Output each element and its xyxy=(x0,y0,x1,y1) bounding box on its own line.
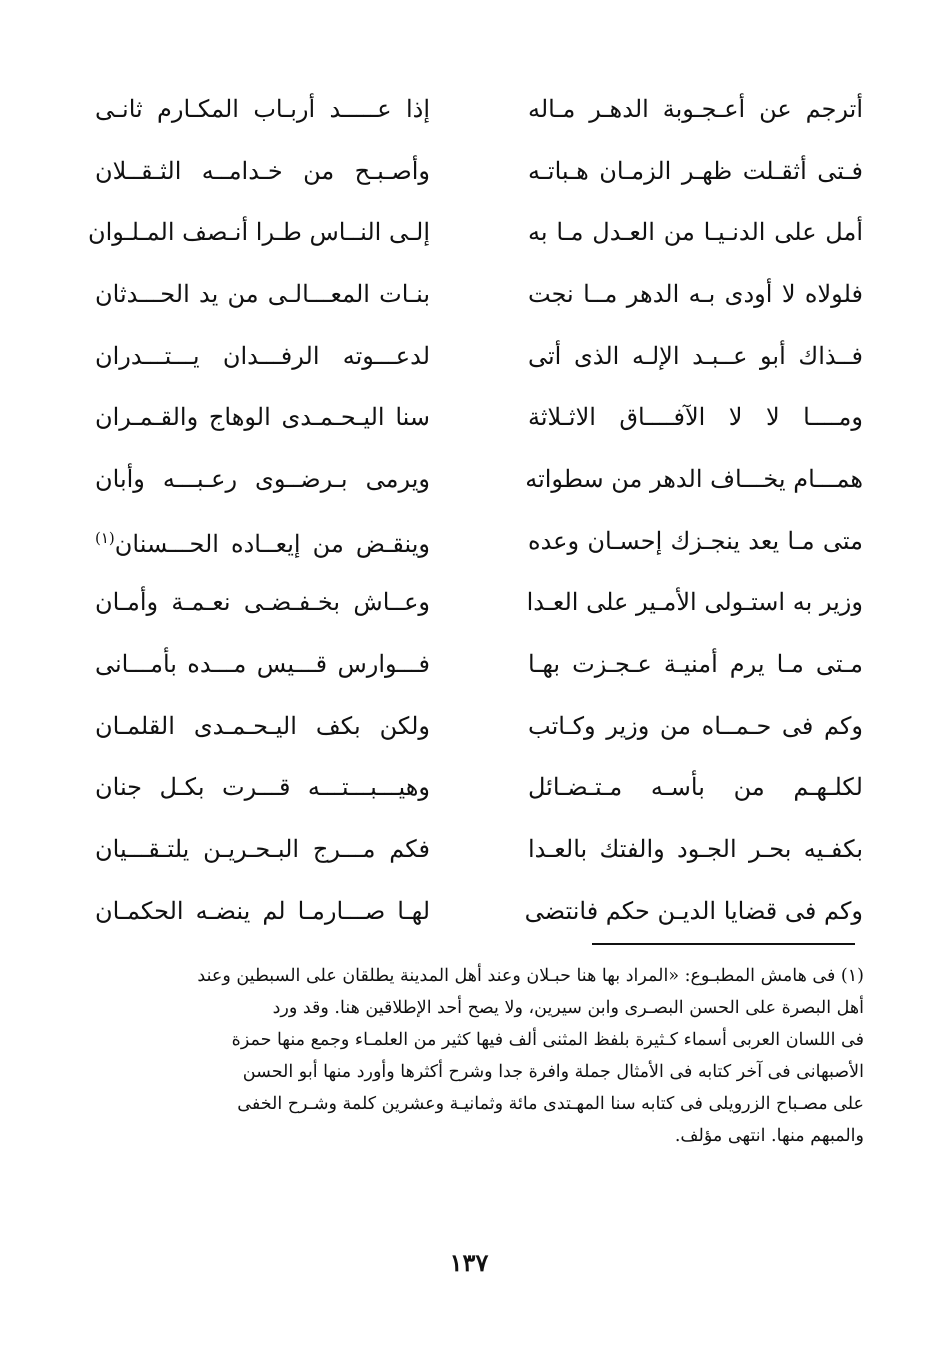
verse-first-hemistich: أترجم عن أعـجـوبة الدهـر مـاله xyxy=(528,94,863,123)
verse-second-hemistich: ولكن بكف اليـحـمـدى القلمـان xyxy=(95,711,430,740)
verse xyxy=(95,140,863,202)
footnote xyxy=(108,960,864,1152)
verse xyxy=(95,695,863,757)
verse xyxy=(95,757,863,819)
verse-first-hemistich: أمل على الدنـيـا من العـدل مـا به xyxy=(528,218,863,247)
footnote-line: فى اللسان العربى أسماء كـثيرة بلفظ المثنى ألف فيها كثير من العلمـاء وجمع منها حمزة xyxy=(231,1030,864,1050)
verse xyxy=(95,325,863,387)
verse xyxy=(95,880,863,942)
verse-first-hemistich: فـتى أثقـلت ظهـر الزمـان هـباتـه xyxy=(528,156,863,185)
footnote-line: والمبهم منها. انتهى مؤلف. xyxy=(674,1126,864,1146)
verse-first-hemistich: متى مـا يعد ينجـزك إحسـان وعده xyxy=(528,526,863,555)
verse-second-hemistich: وعــاش بخـفـضـى نعـمـة وأمـان xyxy=(95,588,430,617)
verse-first-hemistich: لكلـهـم من بأسـه مـتـضـائل xyxy=(528,773,863,802)
verse-first-hemistich: بكفـيه بحـر الجـود والفتك بالعـدا xyxy=(528,835,863,864)
verse-first-hemistich: ومــــا لا لا الآفــــاق الاثـلاثة xyxy=(528,403,863,432)
verse-second-hemistich: بنـات المعـــالـى من يد الحـــدثان xyxy=(95,279,430,308)
verse-second-hemistich: فـــوارس قـــيس مـــده بأمـــانى xyxy=(95,650,430,679)
verse-second-hemistich xyxy=(95,523,430,559)
footnote-line: أهل البصرة على الحسن البصـرى وابن سيرين، ولا يصح أحد الإطلاقين هنا. وقد ورد xyxy=(272,998,864,1018)
verse-second-hemistich: ويرمى بـرضــوى رعـبـــه وأبان xyxy=(95,464,430,493)
poem xyxy=(87,78,863,942)
verse-first-hemistich: وكم فى حـمــاه من وزير وكـاتب xyxy=(528,711,863,740)
verse xyxy=(95,386,863,448)
verse-second-hemistich: سنا اليـحـمـدى الوهاج والقـمـران xyxy=(95,403,430,432)
verse xyxy=(95,818,863,880)
verse-second-hemistich: وأصـبـح من خـدامــه الثـقــلان xyxy=(95,156,430,185)
verse-second-hemistich-text: وينقـض من إيعــاده الحـــسنان xyxy=(114,529,430,558)
verse-first-hemistich: مـتى مـا يرم أمنيـة عـجـزت بهـا xyxy=(528,650,863,679)
verse xyxy=(95,263,863,325)
verse-second-hemistich: فكم مـــرج البـحـريـن يلتـقـــيان xyxy=(95,835,430,864)
verse-second-hemistich: إلـى النــاس طـرا أنـصف المـلـوان xyxy=(87,218,430,247)
verse-first-hemistich: همـــام يخـــاف الدهر من سطواته xyxy=(525,464,863,493)
footnote-line: الأصبهانى فى آخر كتابه فى الأمثال جملة وافرة جدا وشرح أكثرها وأورد منها أبو الحسن xyxy=(242,1062,864,1082)
page-number: ١٣٧ xyxy=(449,1248,489,1277)
footnote-marker[interactable]: (١) xyxy=(95,528,115,547)
verse xyxy=(95,78,863,140)
verse-second-hemistich: إذا عـــــد أربـاب المكـارم ثانـى xyxy=(95,94,430,123)
verse xyxy=(95,448,863,510)
footnote-line: على مصـباح الزرويلى فى كتابه سنا المهـتدى مائة وثمانيـة وعشرين كلمة وشـرح الخفى xyxy=(237,1094,864,1114)
verse-second-hemistich: لهـا صـــارمـا لم ينضـه الحكمـان xyxy=(95,896,430,925)
footnote-divider xyxy=(592,943,855,945)
verse-first-hemistich: فلولاه لا أودى بـه الدهر مــا نجت xyxy=(528,279,863,308)
verse-second-hemistich: وهيـــبـــتـــه قـــرت بكـل جنان xyxy=(95,773,430,802)
verse-first-hemistich: فــذاك أبو عــبـد الإلـه الذى أتى xyxy=(528,341,863,370)
verse xyxy=(95,510,863,572)
footnote-line: (١) فى هامش المطبـوع: «المراد بها هنا حبـلان وعند أهل المدينة يطلقان على السبطين وعند xyxy=(197,966,864,986)
verse xyxy=(95,633,863,695)
verse-first-hemistich: وكم فى قضايا الديـن حكم فانتضى xyxy=(524,896,863,925)
verse xyxy=(87,201,863,263)
verse-first-hemistich: وزير به استـولى الأمـير على العـدا xyxy=(526,588,863,617)
verse-second-hemistich: لدعـــوته الرفـــدان يـــتـــدران xyxy=(95,341,430,370)
verse xyxy=(95,572,863,634)
